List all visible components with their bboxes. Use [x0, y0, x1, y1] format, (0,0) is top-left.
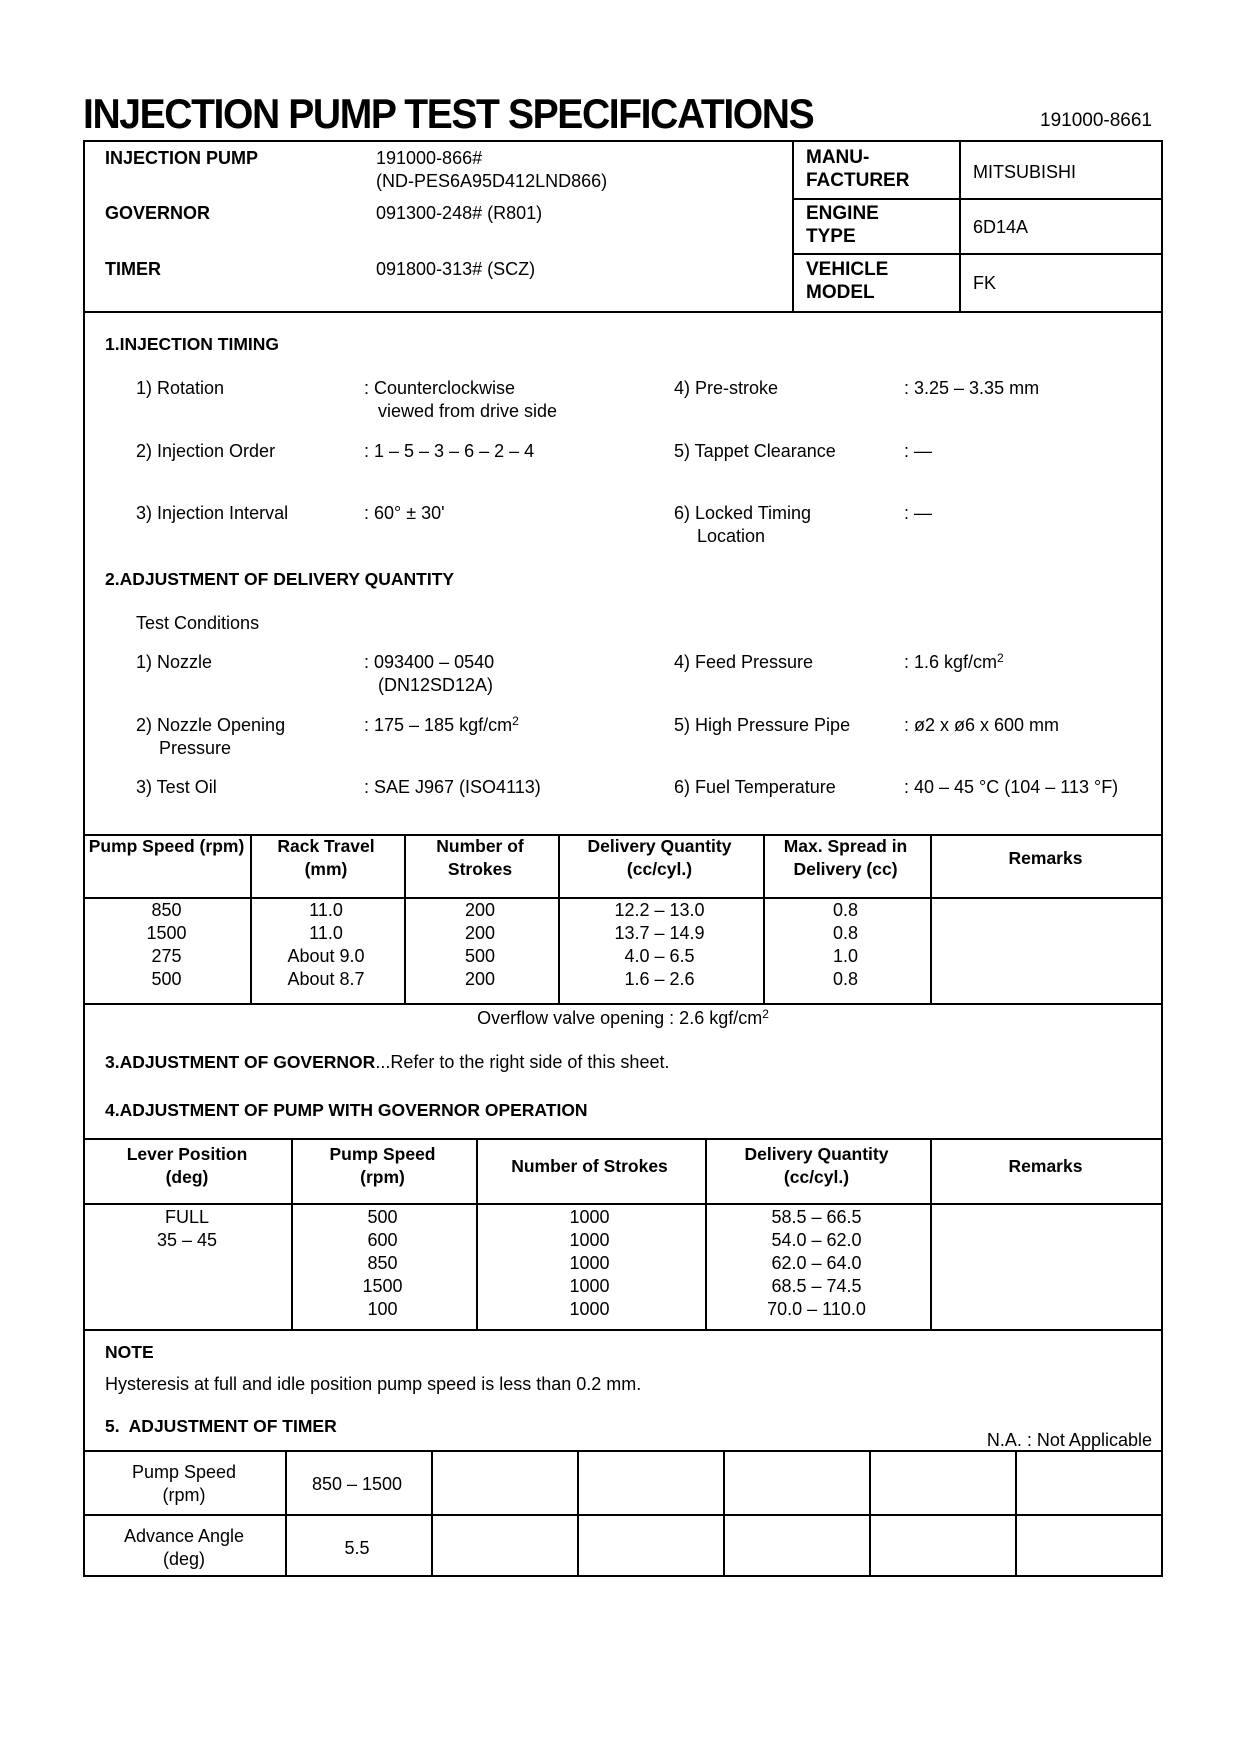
injection-pump-model: (ND-PES6A95D412LND866) [376, 171, 608, 191]
document-number: 191000-8661 [1040, 110, 1152, 131]
delivery-header-remarks: Remarks [1008, 848, 1083, 868]
overflow-valve-opening-text: Overflow valve opening : 2.6 kgf/cm [477, 1008, 763, 1028]
governor-col-delivery-quantity: 58.5 – 66.5 54.0 – 62.0 62.0 – 64.0 68.5 – 74.5 70.0 – 110.0 [767, 1207, 866, 1319]
vehicle-model-label-2: MODEL [806, 282, 875, 303]
note-text: Hysteresis at full and idle position pump speed is less than 0.2 mm. [105, 1374, 642, 1394]
rotation-label: 1) Rotation [136, 378, 225, 398]
section-timer-title: 5. ADJUSTMENT OF TIMER [105, 1416, 337, 1436]
locked-timing-label-2: Location [697, 526, 766, 546]
injection-pump-value: 191000-866# [376, 148, 483, 168]
delivery-col-spread: 0.8 0.8 1.0 0.8 [832, 900, 859, 989]
high-pressure-pipe-value: : ø2 x ø6 x 600 mm [904, 715, 1060, 735]
delivery-header-pump-speed: Pump Speed (rpm) [88, 836, 245, 856]
nozzle-model: (DN12SD12A) [378, 675, 494, 695]
governor-value: 091300-248# (R801) [376, 203, 543, 223]
section-governor-title: 3.ADJUSTMENT OF GOVERNOR [105, 1052, 376, 1072]
info-right-row-divider-2 [792, 253, 1161, 255]
governor-header-remarks: Remarks [1008, 1156, 1083, 1176]
nozzle-opening-label: 2) Nozzle Opening [136, 715, 286, 735]
governor-header-strokes: Number of Strokes [511, 1156, 668, 1176]
feed-pressure-value-text: : 1.6 kgf/cm [904, 652, 998, 672]
section-governor-operation-title: 4.ADJUSTMENT OF PUMP WITH GOVERNOR OPERATION [105, 1100, 588, 1120]
governor-header-pump-speed: Pump Speed (rpm) [329, 1144, 436, 1187]
governor-table-header-bottom [85, 1203, 1161, 1205]
fuel-temperature-value: : 40 – 45 °C (104 – 113 °F) [904, 777, 1119, 797]
injection-pump-label: INJECTION PUMP [105, 148, 259, 168]
section-delivery-quantity-title: 2.ADJUSTMENT OF DELIVERY QUANTITY [105, 569, 455, 589]
timer-row-pump-speed-label: Pump Speed (rpm) [131, 1462, 237, 1505]
page-title: INJECTION PUMP TEST SPECIFICATIONS [83, 90, 814, 137]
delivery-header-rack-travel: Rack Travel (mm) [277, 836, 375, 879]
timer-col-divider [577, 1450, 579, 1577]
injection-order-label: 2) Injection Order [136, 441, 276, 461]
section-injection-timing-title: 1.INJECTION TIMING [105, 334, 280, 354]
delivery-table-bottom [85, 1003, 1161, 1005]
feed-pressure-label: 4) Feed Pressure [674, 652, 814, 672]
engine-type-label: ENGINE [806, 203, 879, 224]
timer-col-divider [869, 1450, 871, 1577]
timer-table-row-divider [85, 1514, 1161, 1516]
governor-header-delivery-quantity: Delivery Quantity (cc/cyl.) [744, 1144, 889, 1187]
timer-col-divider [431, 1450, 433, 1577]
manufacturer-value: MITSUBISHI [973, 162, 1077, 182]
test-conditions-label: Test Conditions [136, 613, 260, 633]
timer-col-divider [1015, 1450, 1017, 1577]
vehicle-model-label: VEHICLE [806, 259, 889, 280]
locked-timing-value: : — [904, 503, 933, 523]
nozzle-opening-value-sup: 2 [512, 714, 519, 728]
feed-pressure-value-sup: 2 [997, 651, 1004, 665]
governor-table-top [85, 1138, 1161, 1140]
timer-label: TIMER [105, 259, 161, 279]
injection-interval-value: : 60° ± 30' [364, 503, 445, 523]
locked-timing-label: 6) Locked Timing [674, 503, 812, 523]
governor-col-strokes: 1000 1000 1000 1000 1000 [569, 1207, 610, 1319]
not-applicable-note: N.A. : Not Applicable [986, 1430, 1152, 1450]
test-oil-value: : SAE J967 (ISO4113) [364, 777, 541, 797]
engine-type-label-2: TYPE [806, 226, 856, 247]
manufacturer-label: MANU- [806, 147, 870, 168]
nozzle-label: 1) Nozzle [136, 652, 213, 672]
prestroke-label: 4) Pre-stroke [674, 378, 779, 398]
governor-label: GOVERNOR [105, 203, 211, 223]
prestroke-value: : 3.25 – 3.35 mm [904, 378, 1040, 398]
section-governor-adjustment [105, 1051, 669, 1074]
manufacturer-label-2: FACTURER [806, 170, 910, 191]
info-right-row-divider-1 [792, 198, 1161, 200]
rotation-value-detail: viewed from drive side [378, 401, 558, 421]
vehicle-model-value: FK [973, 273, 997, 293]
governor-table-bottom [85, 1329, 1161, 1331]
delivery-col-pump-speed: 850 1500 275 500 [146, 900, 187, 989]
delivery-header-delivery-quantity: Delivery Quantity (cc/cyl.) [587, 836, 732, 879]
governor-header-lever-position: Lever Position (deg) [126, 1144, 248, 1187]
timer-value: 091800-313# (SCZ) [376, 259, 536, 279]
note-title: NOTE [105, 1342, 154, 1362]
delivery-header-strokes: Number of Strokes [436, 836, 524, 879]
nozzle-opening-value-text: : 175 – 185 kgf/cm [364, 715, 513, 735]
timer-col-divider [723, 1450, 725, 1577]
feed-pressure-value [904, 651, 1004, 674]
injection-order-value: : 1 – 5 – 3 – 6 – 2 – 4 [364, 441, 535, 461]
governor-col-pump-speed: 500 600 850 1500 100 [362, 1207, 403, 1319]
fuel-temperature-label: 6) Fuel Temperature [674, 777, 836, 797]
info-right-divider-1 [792, 142, 794, 311]
high-pressure-pipe-label: 5) High Pressure Pipe [674, 715, 851, 735]
delivery-col-rack-travel: 11.0 11.0 About 9.0 About 8.7 [287, 900, 365, 989]
nozzle-opening-value [364, 714, 519, 737]
timer-row-pump-speed-value: 850 – 1500 [311, 1474, 403, 1494]
engine-type-value: 6D14A [973, 217, 1029, 237]
delivery-col-strokes: 200 200 500 200 [464, 900, 496, 989]
section-governor-text: ...Refer to the right side of this sheet. [375, 1052, 670, 1072]
rotation-value: : Counterclockwise [364, 378, 516, 398]
injection-interval-label: 3) Injection Interval [136, 503, 289, 523]
nozzle-opening-label-2: Pressure [159, 738, 232, 758]
info-divider [85, 311, 1161, 313]
governor-col-lever-position: FULL 35 – 45 [156, 1207, 218, 1250]
timer-row-advance-angle-label: Advance Angle (deg) [123, 1526, 245, 1569]
overflow-valve-opening-sup: 2 [762, 1007, 769, 1021]
nozzle-value: : 093400 – 0540 [364, 652, 495, 672]
tappet-clearance-label: 5) Tappet Clearance [674, 441, 836, 461]
test-oil-label: 3) Test Oil [136, 777, 217, 797]
info-right-divider-2 [959, 142, 961, 311]
timer-row-advance-angle-value: 5.5 [344, 1538, 370, 1558]
delivery-header-max-spread: Max. Spread in Delivery (cc) [783, 836, 908, 879]
delivery-col-quantity: 12.2 – 13.0 13.7 – 14.9 4.0 – 6.5 1.6 – 2.6 [614, 900, 705, 989]
overflow-valve-opening [83, 1007, 1163, 1030]
tappet-clearance-value: : — [904, 441, 933, 461]
